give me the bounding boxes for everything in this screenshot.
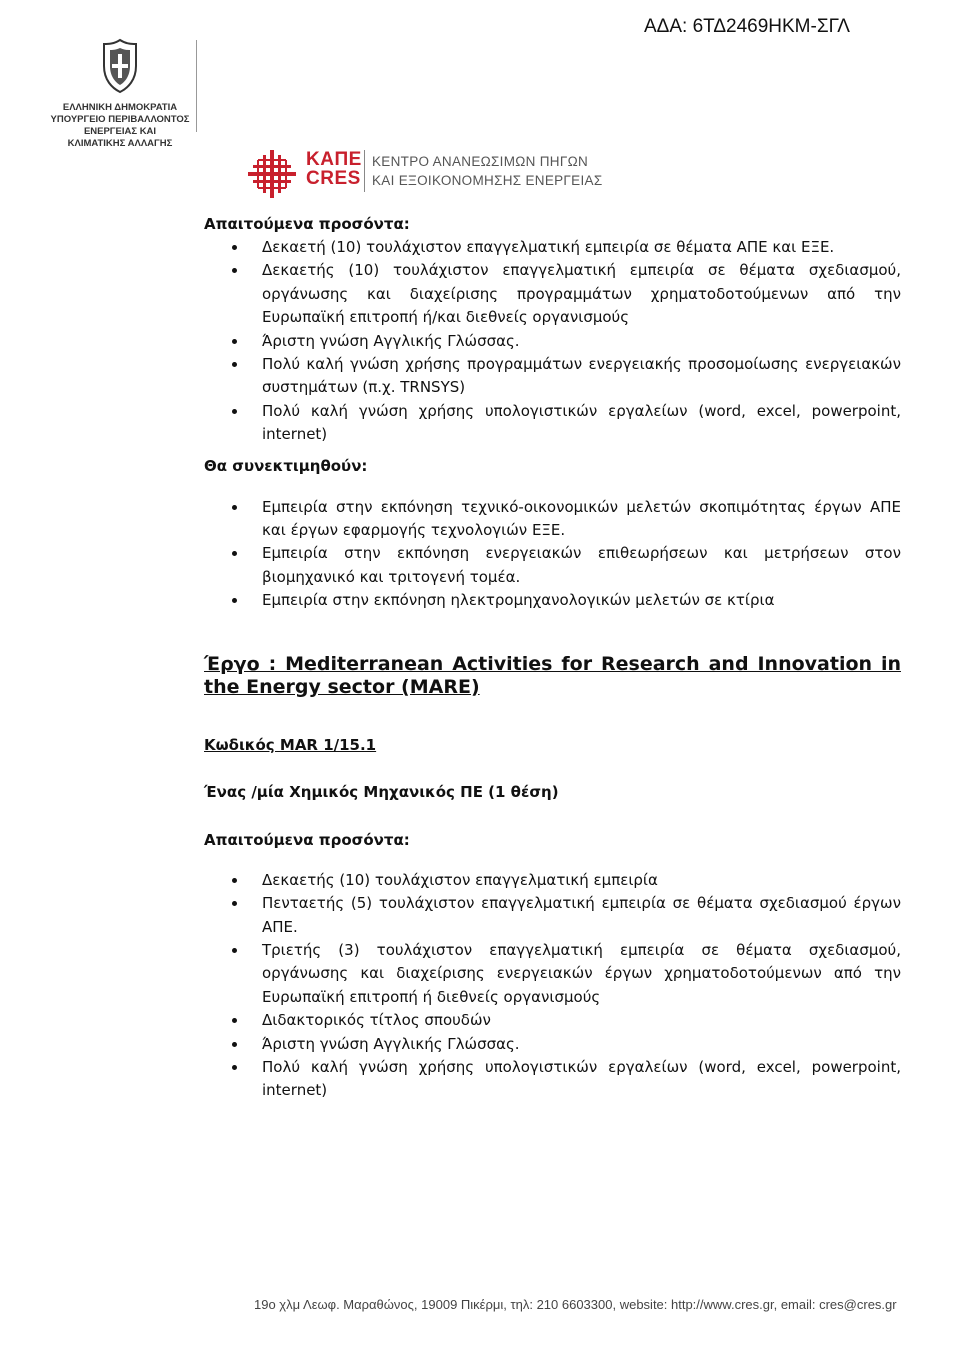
project-requirements-heading: Απαιτούμενα προσόντα:: [204, 830, 410, 849]
project-requirements-list: [204, 869, 901, 1103]
list-item: Εμπειρία στην εκπόνηση ηλεκτρομηχανολογικών μελετών σε κτίρια: [204, 589, 901, 612]
list-item: Πενταετής (5) τουλάχιστον επαγγελματική εμπειρία σε θέματα σχεδιασμού έργων ΑΠΕ.: [204, 892, 901, 939]
list-item: Διδακτορικός τίτλος σπουδών: [204, 1009, 901, 1032]
bonus-list: [204, 496, 901, 613]
greek-coat-of-arms-icon: [96, 38, 144, 94]
bonus-heading: Θα συνεκτιμηθούν:: [204, 456, 368, 475]
cres-logo-icon: [246, 148, 298, 200]
cres-abbreviation: [306, 150, 362, 188]
list-item: Δεκαετής (10) τουλάχιστον επαγγελματική εμπειρία: [204, 869, 901, 892]
footer-contact: 19ο χλμ Λεωφ. Μαραθώνος, 19009 Πικέρμι, τηλ: 210 6603300, website: http://www.cres.gr, email: cres@cres.gr: [254, 1297, 897, 1312]
project-code: Κωδικός MAR 1/15.1: [204, 735, 377, 754]
list-item: Εμπειρία στην εκπόνηση τεχνικό-οικονομικών μελετών σκοπιμότητας έργων ΑΠΕ και έργων εφαρμογής τεχνολογιών ΕΞΕ.: [204, 496, 901, 543]
document-body: [204, 213, 901, 1103]
ministry-line: ΚΛΙΜΑΤΙΚΗΣ ΑΛΛΑΓΗΣ: [67, 138, 173, 149]
list-item: Τριετής (3) τουλάχιστον επαγγελματική εμπειρία σε θέματα σχεδιασμού, οργάνωσης και διαχείρισης ενεργειακών έργων χρηματοδοτούμενων από την Ευρωπαϊκή επιτροπή ή διεθνείς οργανισμούς: [204, 939, 901, 1009]
list-item: Πολύ καλή γνώση χρήσης υπολογιστικών εργαλείων (word, excel, powerpoint, internet): [204, 1056, 901, 1103]
cres-name-line: ΚΕΝΤΡΟ ΑΝΑΝΕΩΣΙΜΩΝ ΠΗΓΩΝ: [372, 154, 589, 169]
ministry-line: ΕΛΛΗΝΙΚΗ ΔΗΜΟΚΡΑΤΙΑ: [62, 102, 178, 113]
ministry-line: ΥΠΟΥΡΓΕΙΟ ΠΕΡΙΒΑΛΛΟΝΤΟΣ: [50, 114, 190, 125]
list-item: Άριστη γνώση Αγγλικής Γλώσσας.: [204, 330, 901, 353]
cres-name-line: ΚΑΙ ΕΞΟΙΚΟΝΟΜΗΣΗΣ ΕΝΕΡΓΕΙΑΣ: [372, 173, 603, 188]
ministry-line: ΕΝΕΡΓΕΙΑΣ ΚΑΙ: [83, 126, 157, 137]
project-title: Έργο : Mediterranean Activities for Research and Innovation in the Energy sector (MARE): [204, 652, 901, 698]
list-item: Δεκαετής (10) τουλάχιστον επαγγελματική εμπειρία σε θέματα σχεδιασμού, οργάνωσης και διαχείρισης προγραμμάτων χρηματοδοτούμενων από την Ευρωπαϊκή επιτροπή ή/και διεθνείς οργανισμούς: [204, 259, 901, 329]
list-item: Δεκαετή (10) τουλάχιστον επαγγελματική εμπειρία σε θέματα ΑΠΕ και ΕΞΕ.: [204, 236, 901, 259]
ada-code: ΑΔΑ: 6ΤΔ2469ΗΚΜ-ΣΓΛ: [643, 16, 850, 37]
cres-logo: [246, 146, 603, 202]
requirements-heading: Απαιτούμενα προσόντα:: [204, 215, 410, 233]
header-divider: [196, 40, 197, 132]
position-title: Ένας /μία Χημικός Μηχανικός ΠΕ (1 θέση): [204, 782, 559, 801]
list-item: Πολύ καλή γνώση χρήσης υπολογιστικών εργαλείων (word, excel, powerpoint, internet): [204, 400, 901, 447]
cres-abbr-greek: ΚΑΠΕ: [306, 149, 362, 170]
cres-full-name: [372, 152, 602, 190]
list-item: Εμπειρία στην εκπόνηση ενεργειακών επιθεωρήσεων και μετρήσεων στον βιομηχανικό και τριτογενή τομέα.: [204, 542, 901, 589]
ministry-header: [42, 38, 198, 150]
list-item: Πολύ καλή γνώση χρήσης προγραμμάτων ενεργειακής προσομοίωσης ενεργειακών συστημάτων (π.χ. TRNSYS): [204, 353, 901, 400]
cres-abbr-latin: CRES: [306, 168, 361, 189]
cres-separator: [364, 150, 365, 192]
requirements-list: [204, 236, 901, 447]
list-item: Άριστη γνώση Αγγλικής Γλώσσας.: [204, 1033, 901, 1056]
